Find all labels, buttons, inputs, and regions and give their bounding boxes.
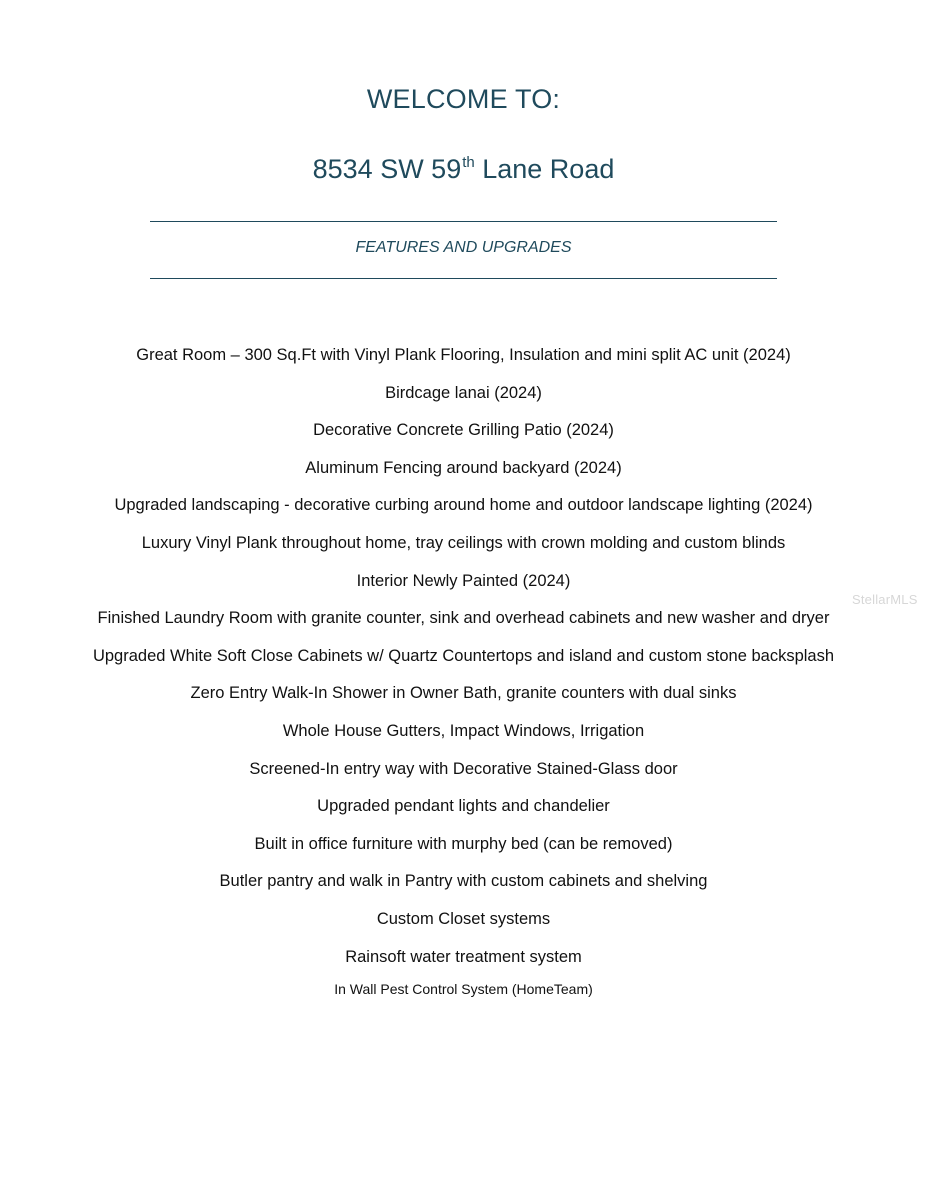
feature-item: Interior Newly Painted (2024) [356, 571, 571, 590]
feature-item: Aluminum Fencing around backyard (2024) [305, 458, 622, 477]
feature-item: Upgraded White Soft Close Cabinets w/ Quartz Countertops and island and custom stone backsplash [92, 646, 835, 665]
feature-item: Decorative Concrete Grilling Patio (2024) [313, 421, 614, 440]
feature-item: Upgraded landscaping - decorative curbing around home and outdoor landscape lighting (2024) [114, 496, 813, 515]
divider-bottom [150, 278, 777, 279]
feature-item: Butler pantry and walk in Pantry with custom cabinets and shelving [219, 872, 708, 891]
feature-item: Screened-In entry way with Decorative Stained-Glass door [249, 759, 678, 778]
features-list [80, 342, 847, 1011]
feature-item: Zero Entry Walk-In Shower in Owner Bath, granite counters with dual sinks [190, 684, 737, 703]
stellarmls-watermark: StellarMLS [852, 592, 918, 607]
address-street-name: Lane Road [474, 154, 615, 184]
feature-item: Built in office furniture with murphy bed (can be removed) [254, 834, 673, 853]
feature-item: Luxury Vinyl Plank throughout home, tray ceilings with crown molding and custom blinds [141, 533, 786, 552]
feature-item: Great Room – 300 Sq.Ft with Vinyl Plank Flooring, Insulation and mini split AC unit (2024) [136, 346, 791, 364]
feature-item: Birdcage lanai (2024) [385, 383, 542, 402]
property-address [0, 154, 927, 185]
feature-item: Custom Closet systems [376, 909, 551, 928]
feature-item: In Wall Pest Control System (HomeTeam) [334, 981, 593, 998]
feature-item: Rainsoft water treatment system [345, 947, 582, 966]
welcome-heading: WELCOME TO: [366, 84, 561, 114]
feature-item: Upgraded pendant lights and chandelier [317, 797, 610, 816]
address-number-street: 8534 SW 59 [312, 154, 462, 184]
feature-item: Finished Laundry Room with granite counter, sink and overhead cabinets and new washer and dryer [97, 609, 830, 628]
features-subheading: FEATURES AND UPGRADES [355, 239, 572, 256]
divider-top [150, 221, 777, 222]
address-ordinal-suffix: th [462, 154, 475, 171]
feature-item: Whole House Gutters, Impact Windows, Irrigation [282, 721, 645, 740]
